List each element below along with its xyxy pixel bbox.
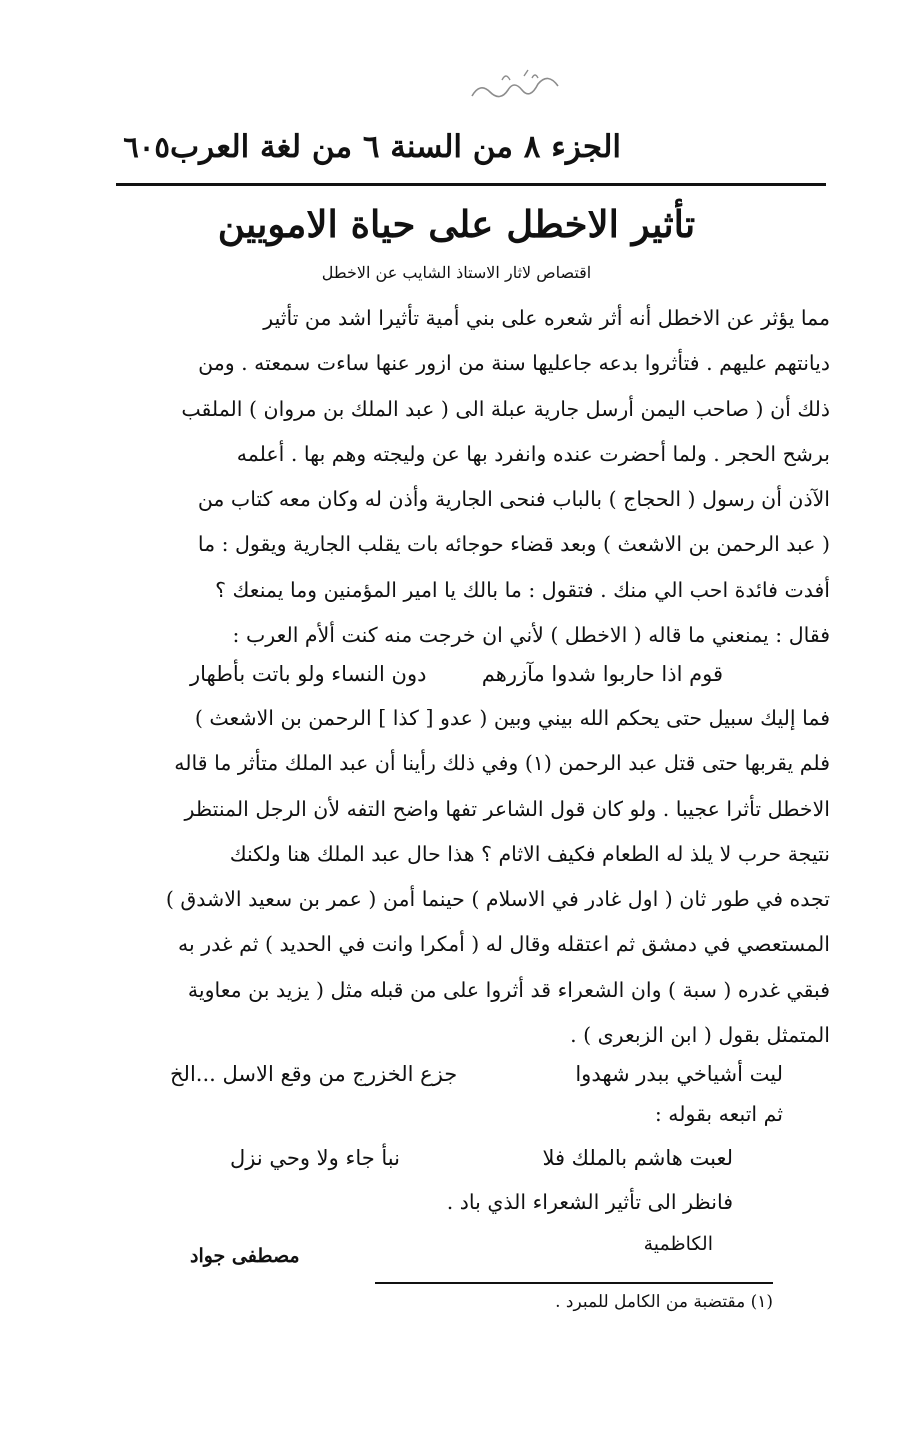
library-stamp [462, 66, 572, 112]
text-line: ( عبد الرحمن بن الاشعث ) وبعد قضاء حوجائه بات يقلب الجارية ويقول : ما [197, 532, 830, 557]
running-header [123, 124, 621, 170]
text-line: أفدت فائدة احب الي منك . فتقول : ما بالك يا امير المؤمنين وما يمنعك ؟ [215, 577, 830, 602]
verse-second-hemistich: دون النساء ولو باتت بأطهار [190, 662, 427, 686]
running-header-title: الجزء ٨ من السنة ٦ من لغة العرب [169, 129, 621, 165]
text-line: المتمثل بقول ( ابن الزبعرى ) . [570, 1023, 830, 1048]
text-line: فبقي غدره ( سبة ) وان الشعراء قد أثروا على من قبله مثل ( يزيد بن معاوية [187, 977, 830, 1002]
page-number: ٦٠٥ [123, 130, 170, 164]
text-line: فقال : يمنعني ما قاله ( الاخطل ) لأني ان خرجت منه كنت ألأم العرب : [232, 623, 830, 648]
text-line: الآذن أن رسول ( الحجاج ) بالباب فنحى الجارية وأذن له وكان معه كتاب من [197, 487, 830, 512]
verse-first-hemistich: ليت أشياخي ببدر شهدوا [575, 1062, 783, 1086]
text-line: فما إليك سبيل حتى يحكم الله بيني وبين ( عدو [ كذا ] الرحمن بن الاشعث ) [194, 706, 830, 730]
text-line: مما يؤثر عن الاخطل أنه أثر شعره على بني أمية تأثيرا اشد من تأثير [263, 306, 830, 330]
text-line: نتيجة حرب لا يلذ له الطعام فكيف الاثام ؟ هذا حال عبد الملك هنا ولكنك [229, 841, 830, 866]
verse-2 [170, 1052, 783, 1096]
author-name: مصطفى جواد [190, 1245, 300, 1267]
text-line: برشح الحجر . ولما أحضرت عنده وانفرد بها عن وليجته وهم بها . أعلمه [236, 441, 830, 466]
verse-1 [150, 652, 763, 696]
paragraph-1 [108, 296, 830, 658]
text-line: الاخطل تأثرا عجيبا . ولو كان قول الشاعر تفها واضح التفه لأن الرجل المنتظر [184, 796, 830, 821]
article-title: تأثير الاخطل على حياة الامويين [217, 202, 696, 246]
verse-first-hemistich: قوم اذا حاربوا شدوا مآزرهم [481, 662, 723, 686]
header-divider [116, 183, 826, 186]
footnote-divider [375, 1282, 773, 1284]
article-subtitle: اقتصاص لاثار الاستاذ الشايب عن الاخطل [321, 263, 592, 282]
stamp-scribble-icon [462, 66, 572, 112]
verse-first-hemistich: لعبت هاشم بالملك فلا [542, 1146, 733, 1170]
text-line: تجده في طور ثان ( اول غادر في الاسلام ) حينما أمن ( عمر بن سعيد الاشدق ) [165, 887, 830, 912]
paragraph-2 [108, 696, 830, 1058]
author-place: الكاظمية [643, 1233, 713, 1255]
text-line: فلم يقربها حتى قتل عبد الرحمن (١) وفي ذلك رأينا أن عبد الملك متأثر ما قاله [174, 751, 830, 776]
follow-line: ثم اتبعه بقوله : [654, 1102, 783, 1126]
verse-second-hemistich: جزع الخزرج من وقع الاسل ...الخ [170, 1062, 458, 1086]
verse-second-hemistich: نبأ جاء ولا وحي نزل [230, 1146, 400, 1170]
text-line: ذلك أن ( صاحب اليمن أرسل جارية عبلة الى ( عبد الملك بن مروان ) الملقب [181, 396, 830, 421]
closing-line: فانظر الى تأثير الشعراء الذي باد . [446, 1190, 733, 1214]
text-line: ديانتهم عليهم . فتأثروا بدعه جاعليها سنة من ازور عنها ساءت سمعته . ومن [198, 351, 830, 376]
footnote: (١) مقتضبة من الكامل للمبرد . [555, 1292, 773, 1312]
verse-3 [230, 1136, 733, 1180]
text-line: المستعصي في دمشق ثم اعتقله وقال له ( أمكرا وانت في الحديد ) ثم غدر به [178, 932, 830, 957]
